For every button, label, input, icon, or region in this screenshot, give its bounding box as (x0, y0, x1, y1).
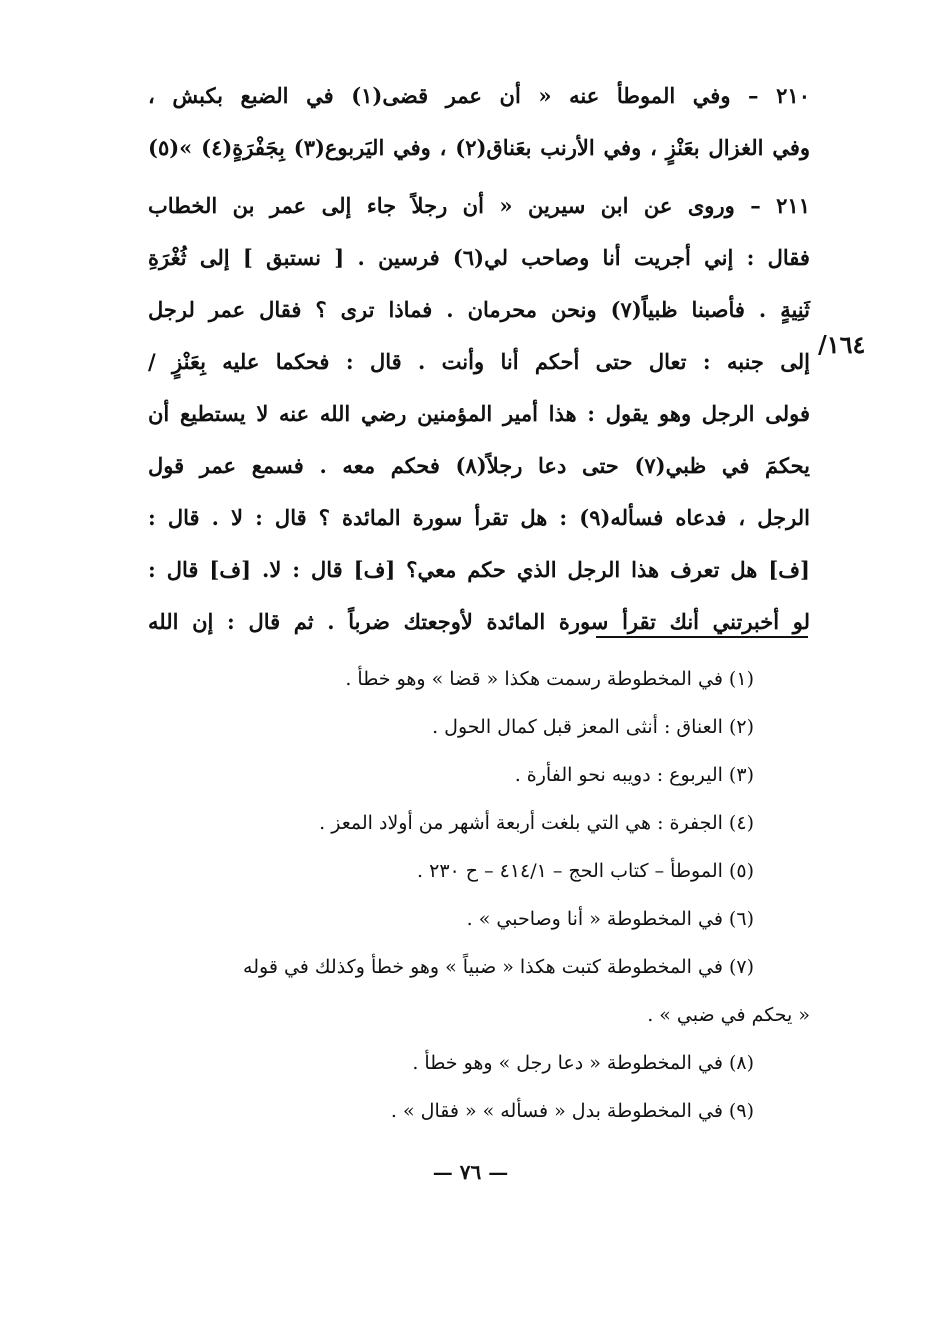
footnote: (٣) اليربوع : دويبه نحو الفأرة . (514, 764, 754, 786)
footnote: (٧) في المخطوطة كتبت هكذا « ضبياً » وهو خطأ وكذلك في قوله (243, 956, 754, 978)
footnote: (٦) في المخطوطة « أنا وصاحبي » . (466, 908, 754, 930)
footnote: (٤) الجفرة : هي التي بلغت أربعة أشهر من أولاد المعز . (319, 812, 754, 834)
footnote: (٩) في المخطوطة بدل « فسأله » « فقال » . (390, 1100, 754, 1122)
footnote: (١) في المخطوطة رسمت هكذا « قضا » وهو خطأ . (345, 668, 754, 690)
page-number: — ٧٦ — (432, 1160, 509, 1184)
text-line: لو أخبرتني أنك تقرأ سورة المائدة لأوجعتك ضرباً . ثم قال : إن الله (148, 609, 810, 634)
footnotes (148, 655, 810, 1135)
footnote: (٨) في المخطوطة « دعا رجل » وهو خطأ . (412, 1052, 754, 1074)
text-line: الرجل ، فدعاه فسأله(٩) : هل تقرأ سورة المائدة ؟ قال : لا . قال : (148, 505, 810, 530)
text-line: إلى جنبه : تعال حتى أحكم أنا وأنت . قال : فحكما عليه بِعَنْزٍ / (148, 349, 810, 374)
text-line: فقال : إني أجريت أنا وصاحب لي(٦) فرسين . [ نستبق ] إلى ثُغْرَةِ (148, 245, 810, 270)
text-line: ٢١١ – وروى عن ابن سيرين « أن رجلاً جاء إلى عمر بن الخطاب (148, 193, 810, 218)
text-line: فولى الرجل وهو يقول : هذا أمير المؤمنين رضي الله عنه لا يستطيع أن (148, 401, 810, 426)
footnote: (٢) العناق : أنثى المعز قبل كمال الحول . (432, 716, 754, 738)
manuscript-folio-marker: ١٦٤/ (818, 330, 866, 359)
text-line: ٢١٠ – وفي الموطأ عنه « أن عمر قضى(١) في الضبع بكبش ، (148, 83, 810, 108)
text-line: ثَنِيةٍ . فأصبنا ظبياً(٧) ونحن محرمان . فماذا ترى ؟ فقال عمر لرجل (148, 297, 810, 322)
text-line: وفي الغزال بعَنْزٍ ، وفي الأرنب بعَناق(٢) ، وفي اليَربوع(٣) بِجَفْرَةٍ(٤) »(٥) (148, 135, 811, 160)
text-line: يحكمَ في ظبي(٧) حتى دعا رجلاً(٨) فحكم معه . فسمع عمر قول (148, 453, 810, 478)
main-text (148, 70, 810, 648)
text-line: [ف] هل تعرف هذا الرجل الذي حكم معي؟ [ف] قال : لا. [ف] قال : (148, 557, 810, 582)
footnote: (٥) الموطأ – كتاب الحج – ٤١٤/١ – ح ٢٣٠ . (417, 860, 754, 882)
footnote-continuation: « يحكم في ضبي » . (647, 1004, 810, 1026)
footnote-separator (596, 636, 808, 638)
